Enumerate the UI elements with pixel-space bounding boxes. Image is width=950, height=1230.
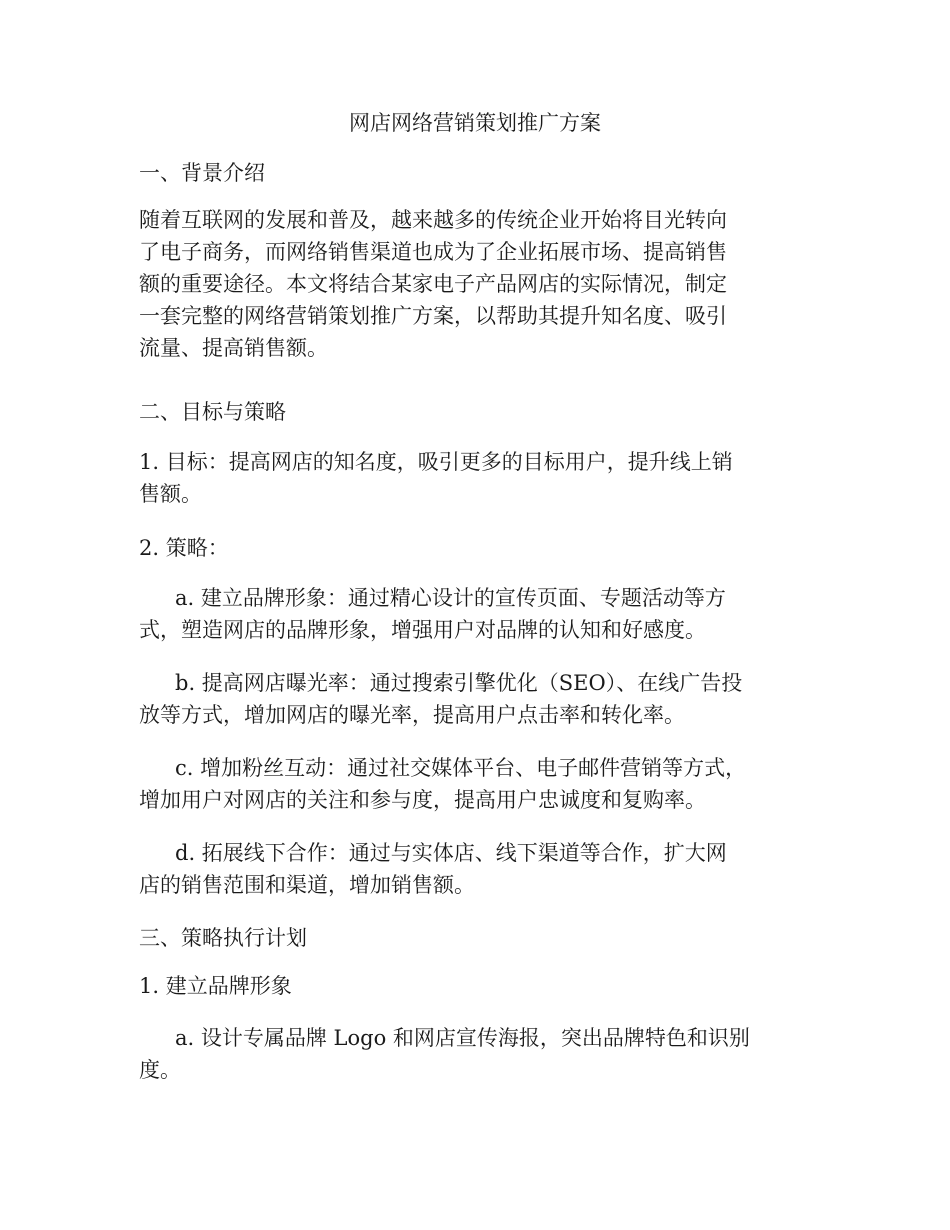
paragraph-line: c. 增加粉丝互动：通过社交媒体平台、电子邮件营销等方式，	[175, 756, 747, 780]
paragraph-line: 随着互联网的发展和普及，越来越多的传统企业开始将目光转向	[139, 208, 727, 232]
paragraph-line: 一套完整的网络营销策划推广方案，以帮助其提升知名度、吸引	[139, 304, 727, 328]
strategy-heading: 2. 策略：	[139, 536, 229, 560]
document-title: 网店网络营销策划推广方案	[349, 111, 601, 135]
strategy-item-b	[139, 667, 829, 731]
paragraph-line: a. 设计专属品牌 Logo 和网店宣传海报，突出品牌特色和识别	[175, 1026, 750, 1050]
strategy-item-c	[139, 752, 829, 816]
strategy-item-d	[139, 837, 829, 901]
paragraph-line: 式，塑造网店的品牌形象，增强用户对品牌的认知和好感度。	[139, 618, 706, 642]
paragraph-line: a. 建立品牌形象：通过精心设计的宣传页面、专题活动等方	[175, 586, 726, 610]
paragraph-line: 售额。	[139, 482, 202, 506]
strategy-item-a	[139, 582, 829, 646]
section-heading-background: 一、背景介绍	[139, 161, 265, 185]
paragraph-line: 额的重要途径。本文将结合某家电子产品网店的实际情况，制定	[139, 272, 727, 296]
section-heading-goals-strategy: 二、目标与策略	[139, 400, 286, 424]
paragraph-line: d. 拓展线下合作：通过与实体店、线下渠道等合作，扩大网	[175, 841, 727, 865]
goal-paragraph	[139, 446, 829, 510]
paragraph-line: 1. 目标：提高网店的知名度，吸引更多的目标用户，提升线上销	[139, 450, 733, 474]
plan-item-heading: 1. 建立品牌形象	[139, 974, 292, 998]
paragraph-line: 流量、提高销售额。	[139, 336, 328, 360]
paragraph-line: 放等方式，增加网店的曝光率，提高用户点击率和转化率。	[139, 703, 685, 727]
paragraph-line: b. 提高网店曝光率：通过搜索引擎优化（SEO）、在线广告投	[175, 671, 743, 695]
paragraph-line: 增加用户对网店的关注和参与度，提高用户忠诚度和复购率。	[139, 788, 706, 812]
paragraph-line: 店的销售范围和渠道，增加销售额。	[139, 873, 475, 897]
paragraph-line: 度。	[139, 1058, 181, 1082]
section-heading-execution-plan: 三、策略执行计划	[139, 926, 307, 950]
paragraph-line: 了电子商务，而网络销售渠道也成为了企业拓展市场、提高销售	[139, 240, 727, 264]
plan-item-a	[139, 1022, 829, 1086]
background-paragraph	[139, 204, 829, 364]
